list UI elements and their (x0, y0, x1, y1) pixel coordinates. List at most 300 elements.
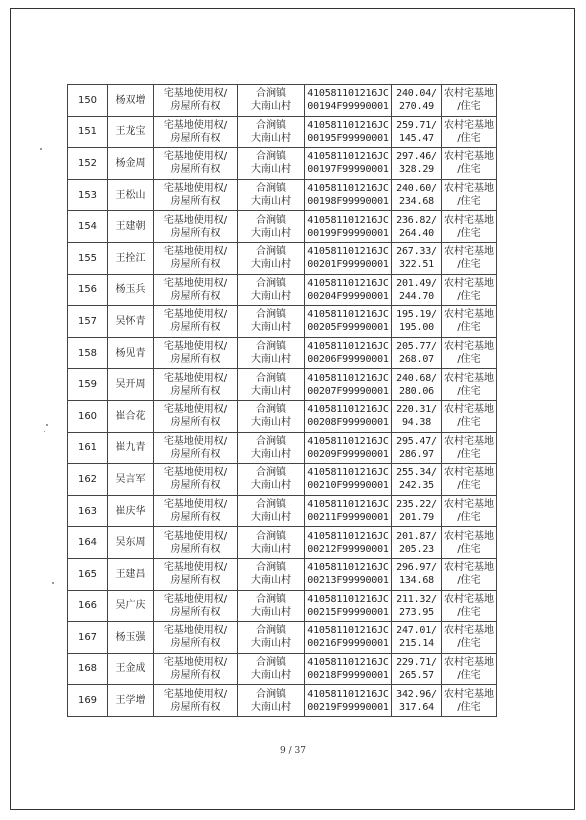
table-row (68, 369, 497, 401)
land-use-text: /住宅 (457, 227, 481, 239)
area-text: 236.82/ (396, 214, 437, 226)
land-use-text: 农村宅基地 (444, 530, 494, 542)
owner-name-text: 王金成 (115, 663, 146, 675)
row-number-cell (68, 179, 108, 211)
parcel-code-cell (305, 622, 392, 654)
right-type-text: 宅基地使用权/ (163, 530, 228, 542)
parcel-code-text: 00201F99990001 (307, 259, 389, 271)
land-use-text: 农村宅基地 (444, 656, 494, 668)
location-text: 大南山村 (251, 227, 291, 239)
right-type-text: 房屋所有权 (170, 354, 221, 366)
parcel-code-text: 410581101216JC (307, 183, 389, 195)
land-use-text: /住宅 (457, 417, 481, 429)
owner-name-cell (108, 622, 154, 654)
land-use-text: 农村宅基地 (444, 277, 494, 289)
location-text: 合涧镇 (256, 183, 286, 195)
land-use-text: /住宅 (457, 354, 481, 366)
location-cell (238, 590, 305, 622)
location-text: 合涧镇 (256, 656, 286, 668)
owner-name-cell (108, 590, 154, 622)
location-text: 合涧镇 (256, 341, 286, 353)
land-use-text: 农村宅基地 (444, 309, 494, 321)
parcel-code-text: 00216F99990001 (307, 638, 389, 650)
row-number-cell (68, 400, 108, 432)
parcel-code-cell (305, 116, 392, 148)
right-type-text: 宅基地使用权/ (163, 467, 228, 479)
parcel-code-text: 00210F99990001 (307, 480, 389, 492)
row-number-text: 156 (77, 284, 98, 296)
area-text: 205.77/ (396, 341, 437, 353)
right-type-text: 房屋所有权 (170, 227, 221, 239)
area-text: 280.06 (399, 385, 434, 397)
area-cell (392, 274, 442, 306)
area-cell (392, 242, 442, 274)
location-cell (238, 432, 305, 464)
parcel-code-text: 410581101216JC (307, 530, 389, 542)
owner-name-text: 崔合花 (115, 410, 146, 422)
area-text: 242.35 (399, 480, 434, 492)
right-type-cell (154, 85, 238, 117)
table-row (68, 400, 497, 432)
parcel-code-cell (305, 400, 392, 432)
scan-speck (46, 424, 48, 426)
area-text: 322.51 (399, 259, 434, 271)
owner-name-text: 吴东周 (115, 537, 146, 549)
location-cell (238, 242, 305, 274)
right-type-text: 宅基地使用权/ (163, 625, 228, 637)
right-type-text: 宅基地使用权/ (163, 119, 228, 131)
location-text: 合涧镇 (256, 404, 286, 416)
parcel-code-text: 410581101216JC (307, 593, 389, 605)
row-number-cell (68, 527, 108, 559)
location-cell (238, 400, 305, 432)
right-type-text: 宅基地使用权/ (163, 435, 228, 447)
location-text: 合涧镇 (256, 277, 286, 289)
right-type-text: 宅基地使用权/ (163, 562, 228, 574)
parcel-code-text: 00218F99990001 (307, 669, 389, 681)
parcel-code-cell (305, 495, 392, 527)
parcel-code-cell (305, 274, 392, 306)
row-number-text: 151 (77, 126, 98, 138)
table-row (68, 337, 497, 369)
scan-speck (44, 431, 45, 432)
land-use-text: /住宅 (457, 101, 481, 113)
parcel-code-text: 410581101216JC (307, 467, 389, 479)
parcel-code-cell (305, 464, 392, 496)
location-text: 合涧镇 (256, 309, 286, 321)
table-row (68, 527, 497, 559)
owner-name-text: 杨见青 (115, 347, 146, 359)
area-cell (392, 85, 442, 117)
right-type-text: 宅基地使用权/ (163, 151, 228, 163)
location-text: 大南山村 (251, 101, 291, 113)
owner-name-cell (108, 369, 154, 401)
owner-name-cell (108, 400, 154, 432)
right-type-text: 房屋所有权 (170, 575, 221, 587)
parcel-code-text: 00197F99990001 (307, 164, 389, 176)
owner-name-cell (108, 179, 154, 211)
owner-name-text: 杨双增 (115, 94, 146, 106)
area-text: 270.49 (399, 101, 434, 113)
land-use-text: /住宅 (457, 669, 481, 681)
owner-name-text: 王拴江 (115, 252, 146, 264)
location-cell (238, 527, 305, 559)
land-use-text: 农村宅基地 (444, 625, 494, 637)
land-use-cell (442, 464, 497, 496)
location-text: 合涧镇 (256, 499, 286, 511)
right-type-text: 房屋所有权 (170, 669, 221, 681)
owner-name-text: 崔九青 (115, 442, 146, 454)
right-type-text: 宅基地使用权/ (163, 309, 228, 321)
right-type-text: 房屋所有权 (170, 101, 221, 113)
land-use-text: /住宅 (457, 512, 481, 524)
right-type-text: 房屋所有权 (170, 543, 221, 555)
land-use-cell (442, 148, 497, 180)
right-type-cell (154, 148, 238, 180)
location-text: 合涧镇 (256, 119, 286, 131)
area-cell (392, 116, 442, 148)
row-number-text: 168 (77, 663, 98, 675)
location-cell (238, 369, 305, 401)
owner-name-cell (108, 306, 154, 338)
parcel-code-cell (305, 148, 392, 180)
right-type-text: 宅基地使用权/ (163, 593, 228, 605)
owner-name-cell (108, 274, 154, 306)
area-text: 195.19/ (396, 309, 437, 321)
location-text: 合涧镇 (256, 562, 286, 574)
area-cell (392, 211, 442, 243)
land-use-text: /住宅 (457, 385, 481, 397)
land-use-text: 农村宅基地 (444, 183, 494, 195)
area-text: 267.33/ (396, 246, 437, 258)
area-text: 195.00 (399, 322, 434, 334)
right-type-text: 宅基地使用权/ (163, 214, 228, 226)
parcel-code-cell (305, 306, 392, 338)
area-cell (392, 495, 442, 527)
area-text: 201.87/ (396, 530, 437, 542)
parcel-code-cell (305, 590, 392, 622)
row-number-text: 166 (77, 600, 98, 612)
location-text: 大南山村 (251, 543, 291, 555)
owner-name-cell (108, 432, 154, 464)
right-type-text: 宅基地使用权/ (163, 656, 228, 668)
owner-name-cell (108, 337, 154, 369)
table-row (68, 148, 497, 180)
table-row (68, 274, 497, 306)
owner-name-cell (108, 148, 154, 180)
owner-name-text: 崔庆华 (115, 505, 146, 517)
row-number-text: 158 (77, 347, 98, 359)
area-text: 145.47 (399, 132, 434, 144)
land-use-cell (442, 85, 497, 117)
land-use-text: /住宅 (457, 480, 481, 492)
right-type-cell (154, 527, 238, 559)
table-row (68, 685, 497, 717)
land-use-text: 农村宅基地 (444, 151, 494, 163)
right-type-cell (154, 211, 238, 243)
land-use-cell (442, 685, 497, 717)
right-type-text: 宅基地使用权/ (163, 341, 228, 353)
right-type-text: 房屋所有权 (170, 638, 221, 650)
row-number-cell (68, 464, 108, 496)
row-number-cell (68, 306, 108, 338)
right-type-cell (154, 495, 238, 527)
parcel-code-cell (305, 653, 392, 685)
row-number-text: 159 (77, 379, 98, 391)
right-type-text: 房屋所有权 (170, 196, 221, 208)
location-cell (238, 495, 305, 527)
right-type-text: 房屋所有权 (170, 701, 221, 713)
right-type-text: 房屋所有权 (170, 164, 221, 176)
table-row (68, 242, 497, 274)
location-text: 合涧镇 (256, 467, 286, 479)
location-text: 合涧镇 (256, 214, 286, 226)
right-type-cell (154, 116, 238, 148)
area-cell (392, 337, 442, 369)
location-text: 大南山村 (251, 638, 291, 650)
location-text: 大南山村 (251, 575, 291, 587)
area-text: 296.97/ (396, 562, 437, 574)
right-type-text: 宅基地使用权/ (163, 372, 228, 384)
right-type-text: 房屋所有权 (170, 259, 221, 271)
parcel-code-text: 410581101216JC (307, 214, 389, 226)
land-use-text: /住宅 (457, 701, 481, 713)
location-cell (238, 337, 305, 369)
land-use-text: /住宅 (457, 606, 481, 618)
parcel-code-text: 00198F99990001 (307, 196, 389, 208)
right-type-text: 宅基地使用权/ (163, 404, 228, 416)
parcel-code-text: 410581101216JC (307, 656, 389, 668)
right-type-text: 房屋所有权 (170, 512, 221, 524)
table-row (68, 558, 497, 590)
parcel-code-text: 410581101216JC (307, 562, 389, 574)
right-type-text: 宅基地使用权/ (163, 499, 228, 511)
right-type-text: 宅基地使用权/ (163, 246, 228, 258)
location-text: 大南山村 (251, 290, 291, 302)
row-number-cell (68, 85, 108, 117)
location-text: 合涧镇 (256, 151, 286, 163)
location-text: 大南山村 (251, 512, 291, 524)
area-text: 273.95 (399, 606, 434, 618)
area-cell (392, 622, 442, 654)
area-text: 229.71/ (396, 656, 437, 668)
row-number-text: 164 (77, 537, 98, 549)
owner-name-cell (108, 85, 154, 117)
registry-table (67, 84, 497, 717)
table-row (68, 495, 497, 527)
table-row (68, 590, 497, 622)
land-use-cell (442, 400, 497, 432)
row-number-cell (68, 274, 108, 306)
right-type-cell (154, 685, 238, 717)
owner-name-cell (108, 527, 154, 559)
row-number-cell (68, 369, 108, 401)
right-type-text: 宅基地使用权/ (163, 277, 228, 289)
area-cell (392, 558, 442, 590)
owner-name-cell (108, 558, 154, 590)
land-use-text: /住宅 (457, 575, 481, 587)
area-cell (392, 527, 442, 559)
area-cell (392, 653, 442, 685)
parcel-code-text: 410581101216JC (307, 88, 389, 100)
location-cell (238, 179, 305, 211)
area-text: 255.34/ (396, 467, 437, 479)
row-number-cell (68, 242, 108, 274)
location-cell (238, 306, 305, 338)
area-text: 220.31/ (396, 404, 437, 416)
owner-name-text: 王建昌 (115, 568, 146, 580)
right-type-cell (154, 369, 238, 401)
right-type-cell (154, 400, 238, 432)
location-cell (238, 148, 305, 180)
land-use-cell (442, 432, 497, 464)
area-cell (392, 432, 442, 464)
parcel-code-text: 410581101216JC (307, 151, 389, 163)
area-cell (392, 590, 442, 622)
parcel-code-cell (305, 85, 392, 117)
owner-name-text: 王建朝 (115, 221, 146, 233)
row-number-text: 169 (77, 695, 98, 707)
area-text: 259.71/ (396, 119, 437, 131)
owner-name-text: 王松山 (115, 189, 146, 201)
land-use-text: 农村宅基地 (444, 214, 494, 226)
right-type-text: 房屋所有权 (170, 132, 221, 144)
land-use-cell (442, 369, 497, 401)
location-cell (238, 274, 305, 306)
row-number-text: 155 (77, 252, 98, 264)
row-number-cell (68, 653, 108, 685)
parcel-code-cell (305, 432, 392, 464)
location-cell (238, 558, 305, 590)
right-type-text: 房屋所有权 (170, 290, 221, 302)
land-use-text: 农村宅基地 (444, 372, 494, 384)
location-text: 大南山村 (251, 448, 291, 460)
land-use-cell (442, 590, 497, 622)
area-text: 264.40 (399, 227, 434, 239)
land-use-text: 农村宅基地 (444, 435, 494, 447)
right-type-text: 房屋所有权 (170, 417, 221, 429)
area-text: 286.97 (399, 448, 434, 460)
right-type-text: 房屋所有权 (170, 448, 221, 460)
parcel-code-text: 410581101216JC (307, 625, 389, 637)
location-text: 大南山村 (251, 164, 291, 176)
parcel-code-text: 00204F99990001 (307, 290, 389, 302)
area-text: 235.22/ (396, 499, 437, 511)
parcel-code-cell (305, 685, 392, 717)
area-cell (392, 179, 442, 211)
location-text: 合涧镇 (256, 246, 286, 258)
table-row (68, 653, 497, 685)
location-cell (238, 116, 305, 148)
land-use-cell (442, 179, 497, 211)
land-use-text: 农村宅基地 (444, 341, 494, 353)
location-text: 大南山村 (251, 669, 291, 681)
area-cell (392, 685, 442, 717)
area-text: 265.57 (399, 669, 434, 681)
land-use-text: /住宅 (457, 132, 481, 144)
land-use-text: 农村宅基地 (444, 562, 494, 574)
owner-name-cell (108, 211, 154, 243)
area-text: 234.68 (399, 196, 434, 208)
location-text: 大南山村 (251, 196, 291, 208)
owner-name-text: 杨玉强 (115, 631, 146, 643)
location-cell (238, 85, 305, 117)
land-use-text: 农村宅基地 (444, 688, 494, 700)
right-type-text: 宅基地使用权/ (163, 183, 228, 195)
row-number-text: 153 (77, 189, 98, 201)
right-type-text: 宅基地使用权/ (163, 688, 228, 700)
right-type-cell (154, 558, 238, 590)
land-use-text: 农村宅基地 (444, 404, 494, 416)
owner-name-text: 杨玉兵 (115, 284, 146, 296)
registry-table-body (68, 85, 497, 717)
right-type-cell (154, 653, 238, 685)
location-text: 大南山村 (251, 132, 291, 144)
right-type-text: 房屋所有权 (170, 480, 221, 492)
row-number-cell (68, 211, 108, 243)
right-type-text: 房屋所有权 (170, 322, 221, 334)
area-text: 240.60/ (396, 183, 437, 195)
parcel-code-text: 00208F99990001 (307, 417, 389, 429)
owner-name-cell (108, 653, 154, 685)
land-use-text: /住宅 (457, 164, 481, 176)
location-text: 大南山村 (251, 354, 291, 366)
location-text: 大南山村 (251, 322, 291, 334)
location-cell (238, 685, 305, 717)
parcel-code-text: 410581101216JC (307, 119, 389, 131)
area-text: 247.01/ (396, 625, 437, 637)
row-number-cell (68, 495, 108, 527)
table-row (68, 622, 497, 654)
parcel-code-cell (305, 527, 392, 559)
area-text: 211.32/ (396, 593, 437, 605)
right-type-cell (154, 622, 238, 654)
right-type-cell (154, 464, 238, 496)
land-use-cell (442, 527, 497, 559)
area-text: 240.68/ (396, 372, 437, 384)
land-use-cell (442, 653, 497, 685)
table-row (68, 306, 497, 338)
area-text: 201.49/ (396, 277, 437, 289)
land-use-cell (442, 495, 497, 527)
parcel-code-text: 00219F99990001 (307, 701, 389, 713)
area-text: 328.29 (399, 164, 434, 176)
parcel-code-text: 00212F99990001 (307, 543, 389, 555)
land-use-text: /住宅 (457, 638, 481, 650)
owner-name-text: 吴开周 (115, 379, 146, 391)
land-use-cell (442, 558, 497, 590)
land-use-cell (442, 242, 497, 274)
parcel-code-text: 410581101216JC (307, 372, 389, 384)
parcel-code-cell (305, 369, 392, 401)
parcel-code-text: 00215F99990001 (307, 606, 389, 618)
right-type-text: 房屋所有权 (170, 606, 221, 618)
row-number-text: 161 (77, 442, 98, 454)
right-type-cell (154, 590, 238, 622)
area-text: 268.07 (399, 354, 434, 366)
parcel-code-cell (305, 242, 392, 274)
land-use-cell (442, 306, 497, 338)
area-text: 342.96/ (396, 688, 437, 700)
table-row (68, 211, 497, 243)
land-use-text: /住宅 (457, 259, 481, 271)
owner-name-cell (108, 464, 154, 496)
land-use-text: 农村宅基地 (444, 499, 494, 511)
parcel-code-cell (305, 337, 392, 369)
land-use-cell (442, 274, 497, 306)
owner-name-text: 杨金周 (115, 157, 146, 169)
area-cell (392, 148, 442, 180)
